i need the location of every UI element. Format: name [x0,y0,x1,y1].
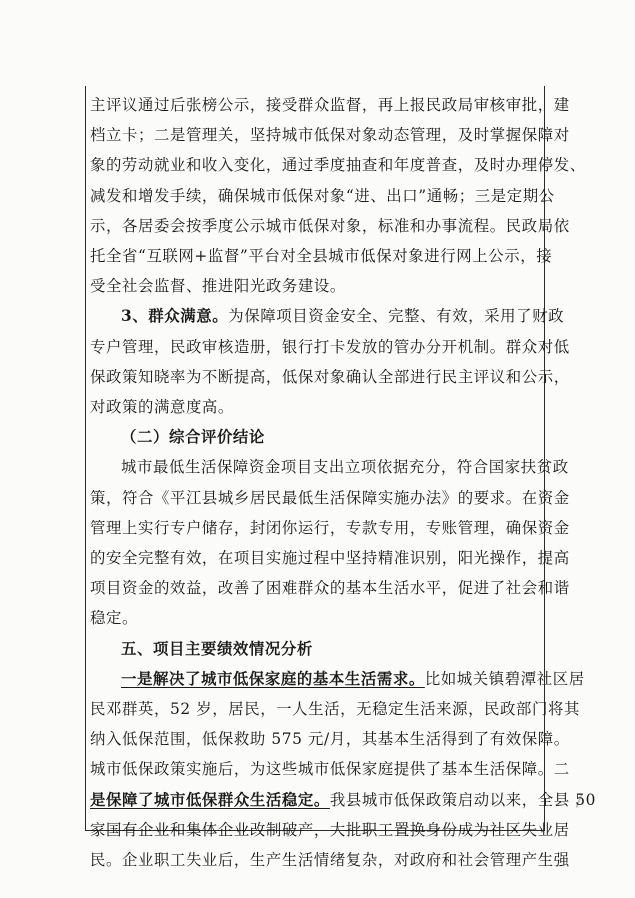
paragraph-3-text: 为保障项目资金安全、完整、有效，采用了财政 [228,307,565,326]
text-line: 减发和增发手续，确保城市低保对象“进、出口”通畅；三是定期公 [90,186,555,205]
text-line: 主评议通过后张榜公示，接受群众监督，再上报民政局审核审批，建 [90,96,570,114]
section-5-heading [90,634,542,664]
finding-2-text: 我县城市低保政策启动以来，全县 50 [329,790,597,809]
text-line: 档立卡；二是管理关，坚持城市低保对象动态管理，及时掌握保障对 [90,126,570,145]
text-line: 象的劳动就业和收入变化，通过季度抽查和年度普查，及时办理停发、 [90,156,586,175]
text-line: 保政策知晓率为不断提高，低保对象确认全部进行民主评议和公示， [90,367,570,386]
text-line: 托全省“互联网+监督”平台对全县城市低保对象进行网上公示，接 [90,247,553,266]
section-5-heading-text: 五、项目主要绩效情况分析 [121,639,313,658]
finding-1-lead: 一是解决了城市低保家庭的基本生活需求。 [121,669,425,688]
text-line: 策，符合《平江县城乡居民最低生活保障实施办法》的要求。在资金 [90,488,570,507]
text-line: 城市低保政策实施后，为这些城市低保家庭提供了基本生活保障。二 [90,760,570,779]
paragraph-3-first-line [90,301,565,331]
text-line: 民。企业职工失业后，生产生活情绪复杂，对政府和社会管理产生强 [90,851,570,870]
finding-2-lead: 是保障了城市低保群众生活稳定。 [90,790,330,809]
text-line: 项目资金的效益，改善了困难群众的基本生活水平，促进了社会和谐 [90,579,570,598]
text-line: 家国有企业和集体企业改制破产，大批职工置换身份成为社区失业居 [90,820,570,839]
section-2-heading-text: （二）综合评价结论 [121,428,265,447]
paragraph-3-heading: 3、群众满意。 [121,307,229,326]
text-line: 示，各居委会按季度公示城市低保对象，标准和办事流程。民政局依 [90,216,570,235]
section-2-heading [90,422,542,452]
text-line: 管理上实行专户储存，封闭你运行，专款专用，专账管理，确保资金 [90,518,570,537]
text-line: 民邓群英，52 岁，居民，一人生活，无稳定生活来源，民政部门将其 [90,700,581,719]
text-line: 稳定。 [90,609,138,628]
text-line: 受全社会监督、推进阳光政务建设。 [90,277,346,296]
text-line: 纳入低保范围，低保救助 575 元/月，其基本生活得到了有效保障。 [90,730,570,749]
text-line: 对政策的满意度高。 [90,398,234,417]
text-line: 的安全完整有效，在项目实施过程中坚持精准识别，阳光操作，提高 [90,549,570,568]
body-text [90,90,597,875]
text-line: 专户管理，民政审核造册，银行打卡发放的管办分开机制。群众对低 [90,337,570,356]
finding-2-line [90,785,597,815]
section-5-first-line [90,664,585,694]
finding-1-text: 比如城关镇碧潭社区居 [424,669,585,688]
text-line: 城市最低生活保障资金项目支出立项依据充分，符合国家扶贫政 [121,458,569,477]
